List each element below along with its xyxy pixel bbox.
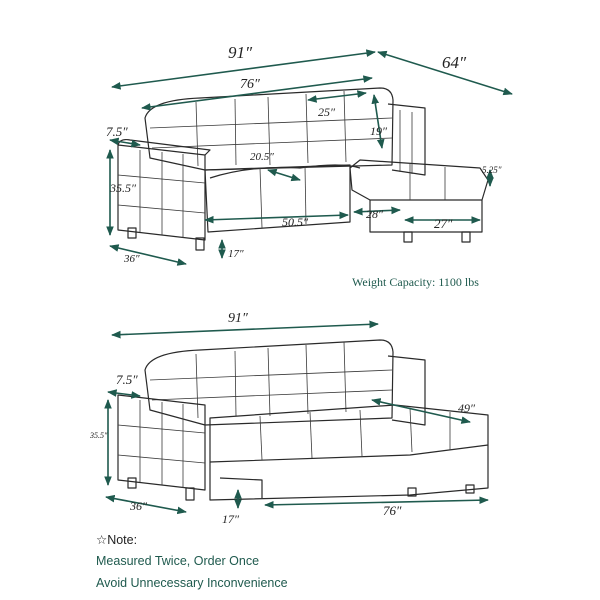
label-height-bed: 35.5″: [90, 431, 108, 440]
label-leg-height-bed: 17″: [222, 512, 239, 526]
label-seat-depth: 20.5″: [250, 151, 274, 163]
bottom-dimensions: [106, 324, 488, 512]
label-chaise-width: 27″: [434, 216, 453, 231]
bottom-sofa-drawing: [118, 340, 488, 500]
label-arm-width: 7.5″: [106, 124, 128, 139]
note-line-2: Avoid Unnecessary Inconvenience: [96, 576, 288, 590]
label-bed-width: 76″: [383, 503, 402, 518]
label-arm-width-bed: 7.5″: [116, 372, 138, 387]
weight-capacity: Weight Capacity: 1100 lbs: [352, 275, 479, 289]
note-line-1: Measured Twice, Order Once: [96, 554, 260, 568]
label-chaise-height: 5.25″: [482, 165, 502, 175]
label-width-total: 91″: [228, 43, 253, 62]
label-side-depth-bed: 36″: [130, 499, 147, 513]
label-side-depth: 36″: [124, 253, 140, 265]
note-title: ☆Note:: [96, 533, 138, 547]
label-chaise-back: 25″: [318, 105, 335, 119]
label-back-width: 76″: [240, 77, 260, 92]
label-height: 35.5″: [110, 181, 136, 195]
label-chaise-len: 28″: [366, 207, 383, 221]
label-width-total-bed: 91″: [228, 311, 248, 326]
label-seat-width: 50.5″: [282, 215, 308, 229]
label-leg-height: 17″: [228, 248, 244, 260]
label-depth-total: 64″: [442, 53, 467, 72]
label-back-height: 19″: [370, 124, 387, 138]
label-bed-depth: 49″: [458, 401, 475, 415]
